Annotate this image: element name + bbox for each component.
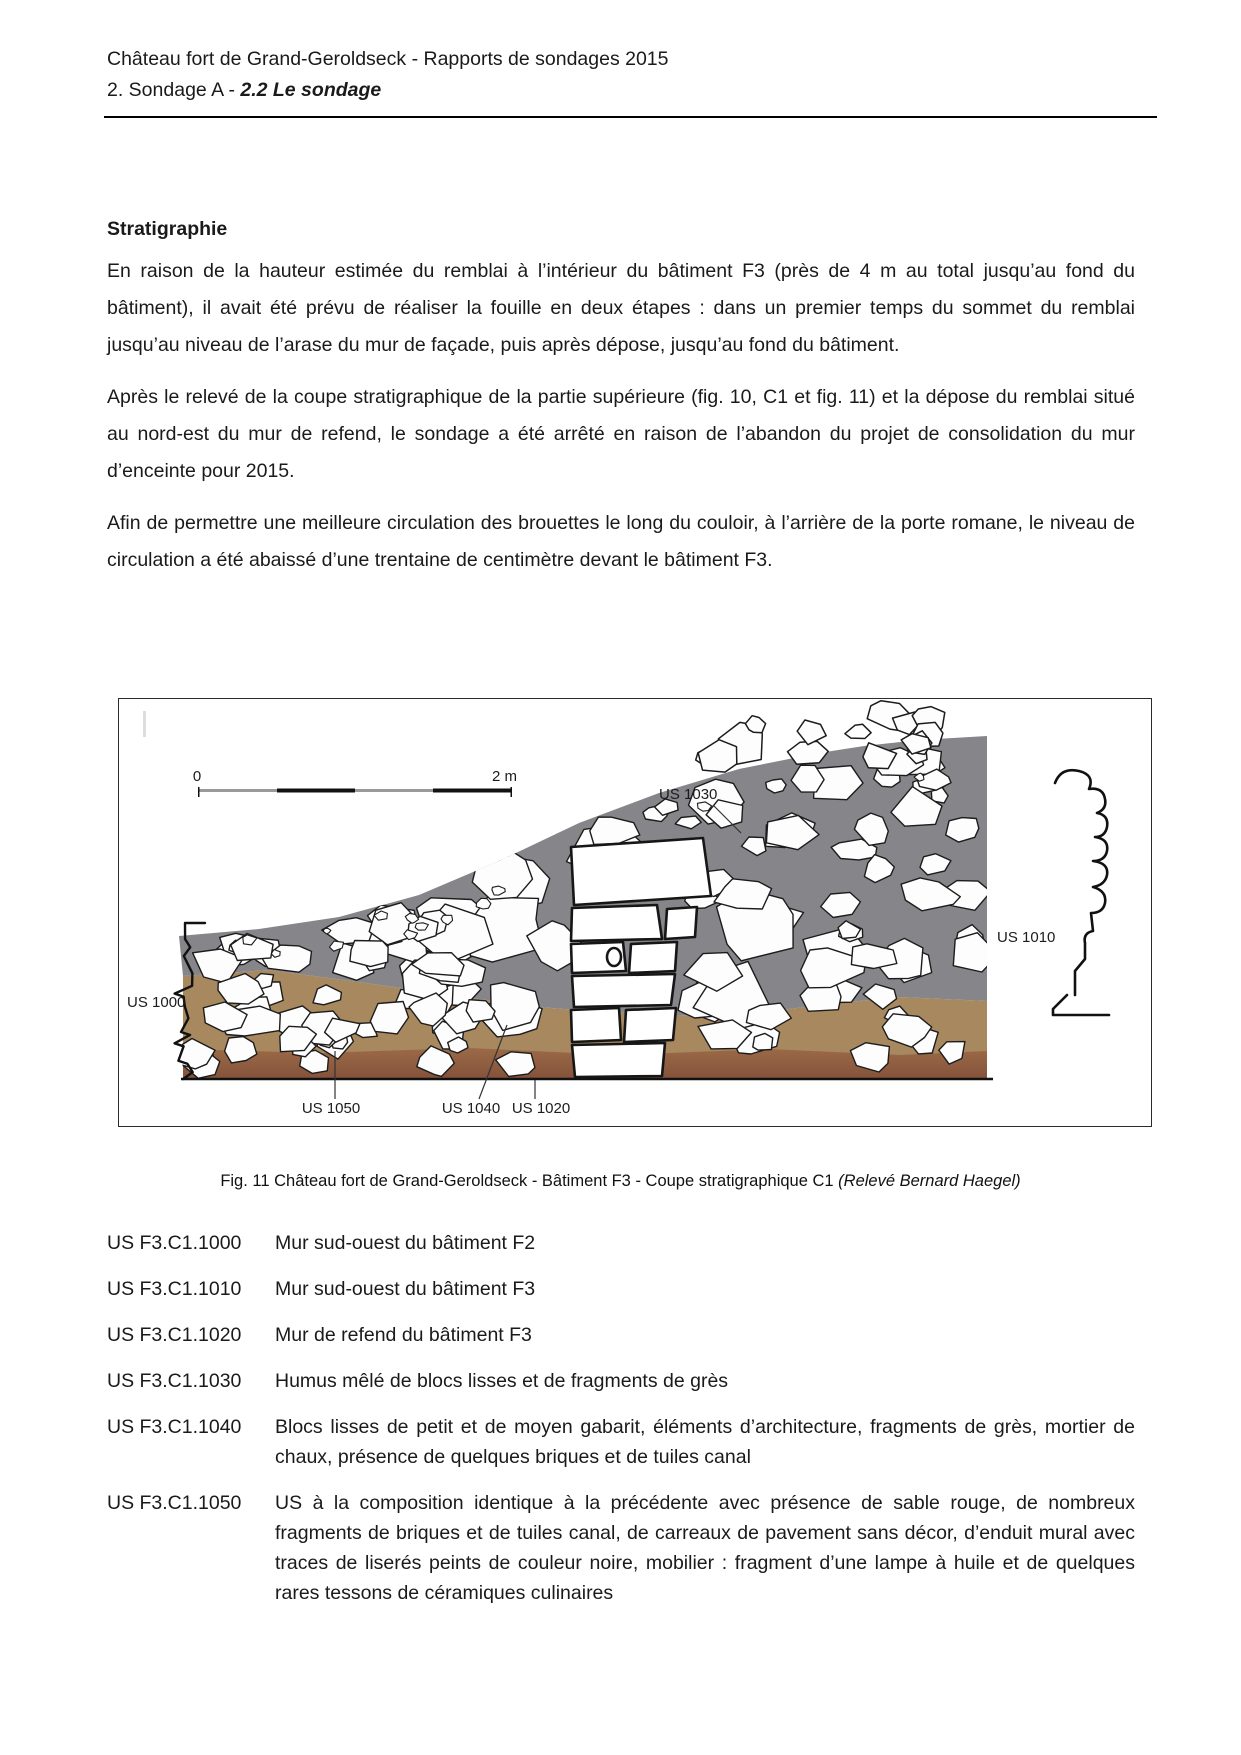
us-description: Mur sud-ouest du bâtiment F2 xyxy=(275,1232,536,1254)
figure-drawing xyxy=(119,699,1151,1126)
figure-label-us1020: US 1020 xyxy=(511,1100,571,1117)
paragraph-2: Après le relevé de la coupe stratigraphique de la partie supérieure (fig. 10, C1 et fig. 11) et la dépose du remblai situé au nord-est du mur de refend, le sondage a été arrêté en raison de l’abandon du projet de consolidation du mur d’enceinte pour 2015. xyxy=(107,386,1135,482)
figure-label-us1040: US 1040 xyxy=(441,1100,501,1117)
scale-label-2m: 2 m xyxy=(491,768,517,785)
us-description: Blocs lisses de petit et de moyen gabarit, éléments d’architecture, fragments de grès, mortier de chaux, présence de quelques briques et de tuiles canal xyxy=(275,1416,1135,1468)
figure-caption-credit: (Relevé Bernard Haegel) xyxy=(838,1172,1021,1190)
scale-label-0: 0 xyxy=(192,768,202,785)
us-code: US F3.C1.1020 xyxy=(107,1324,242,1346)
body-text xyxy=(107,253,1135,594)
figure-label-us1000: US 1000 xyxy=(127,994,186,1011)
us-definition-list xyxy=(107,1228,1135,1624)
us-description: Mur de refend du bâtiment F3 xyxy=(275,1324,532,1346)
us-list-item xyxy=(107,1366,1135,1396)
us-code: US F3.C1.1040 xyxy=(107,1416,242,1438)
header-line1: Château fort de Grand-Geroldseck - Rapports de sondages 2015 xyxy=(107,48,669,70)
paragraph-1: En raison de la hauteur estimée du remblai à l’intérieur du bâtiment F3 (près de 4 m au total jusqu’au fond du bâtiment), il avait été prévu de réaliser la fouille en deux étapes : dans un premier temps du sommet du remblai jusqu’au niveau de l’arase du mur de façade, puis après dépose, jusqu’au fond du bâtiment. xyxy=(107,260,1135,356)
page-header xyxy=(107,44,1135,106)
us-code: US F3.C1.1030 xyxy=(107,1370,242,1392)
figure-label-us1050: US 1050 xyxy=(301,1100,361,1117)
us-description: Mur sud-ouest du bâtiment F3 xyxy=(275,1278,536,1300)
figure-caption xyxy=(0,1172,1241,1191)
us-list-item xyxy=(107,1228,1135,1258)
right-wall-profile-us1010 xyxy=(1053,770,1109,1015)
scan-artifact xyxy=(143,711,146,737)
header-line2-prefix: 2. Sondage A - xyxy=(107,79,241,101)
scale-bar xyxy=(193,768,517,797)
header-rule xyxy=(104,116,1157,118)
us-list-item xyxy=(107,1320,1135,1350)
figure-label-us1010: US 1010 xyxy=(997,929,1056,946)
header-line2 xyxy=(107,75,1135,106)
us-code: US F3.C1.1050 xyxy=(107,1492,242,1514)
header-line2-emphasis: 2.2 Le sondage xyxy=(240,79,382,101)
us-code: US F3.C1.1000 xyxy=(107,1232,242,1254)
us-list-item xyxy=(107,1412,1135,1472)
us-description: Humus mêlé de blocs lisses et de fragments de grès xyxy=(275,1370,729,1392)
figure-label-us1030: US 1030 xyxy=(659,786,718,803)
figure-caption-main: Fig. 11 Château fort de Grand-Geroldseck - Bâtiment F3 - Coupe stratigraphique C1 xyxy=(220,1172,839,1190)
section-title: Stratigraphie xyxy=(107,218,228,240)
us-list-item xyxy=(107,1274,1135,1304)
us-list-item xyxy=(107,1488,1135,1608)
us-code: US F3.C1.1010 xyxy=(107,1278,242,1300)
us-description: US à la composition identique à la précédente avec présence de sable rouge, de nombreux fragments de briques et de tuiles canal, de carreaux de pavement sans décor, d’enduit mural avec traces de liserés peints de couleur noire, mobilier : fragment d’une lampe à huile et de quelques rares tessons de céramiques culinaires xyxy=(275,1492,1135,1604)
stratigraphic-section-figure xyxy=(118,698,1152,1127)
paragraph-3: Afin de permettre une meilleure circulation des brouettes le long du couloir, à l’arrière de la porte romane, le niveau de circulation a été abaissé d’une trentaine de centimètre devant le bâtiment F3. xyxy=(107,512,1135,571)
